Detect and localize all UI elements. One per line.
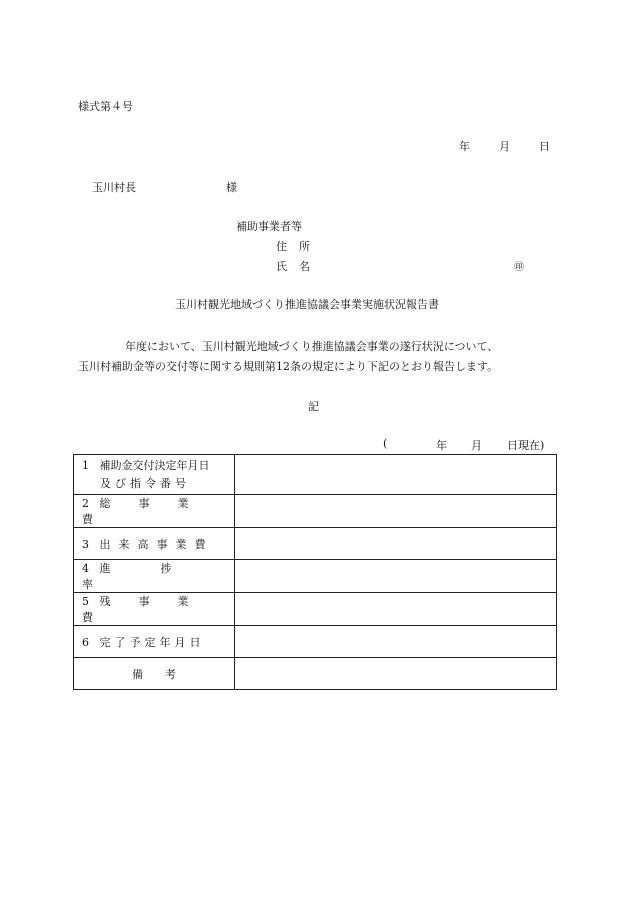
as-of-open-paren: ( [383,437,388,450]
as-of-month-label: 月 [471,439,482,452]
row-label-cell [74,495,235,528]
report-table [73,454,557,690]
remarks-label: 備考 [132,667,198,681]
row-label: 進捗率 [82,562,222,591]
table-row [74,560,557,593]
row-label-cell [74,593,235,626]
seal-mark: ㊞ [514,262,524,273]
as-of-year-label: 年 [436,439,447,452]
row-label: 補助金交付決定年月日 [99,458,210,472]
row-value-cell[interactable] [235,593,557,626]
row-label-cell [74,528,235,560]
table-row [74,626,557,658]
addressee: 玉川村長 [92,181,136,194]
row-label: 完了予定年月日 [99,635,205,649]
row-number: 4 [82,562,89,575]
row-number: 3 [82,537,89,551]
table-row [74,593,557,626]
remarks-value-cell[interactable] [235,658,557,690]
row-label-line-2: 及び指令番号 [100,476,190,490]
date-year-label: 年 [459,140,470,153]
table-row [74,528,557,560]
name-label: 氏名 [276,260,322,273]
date-day-label: 日 [539,140,550,153]
row-label: 総事業費 [82,497,217,526]
row-number: 2 [82,497,89,510]
row-value-cell[interactable] [235,455,557,495]
row-number: 5 [82,595,89,608]
as-of-day-label: 日現在) [507,439,545,452]
applicant-label: 補助事業者等 [236,220,302,233]
row-label-cell [74,626,235,658]
form-number: 様式第４号 [78,100,133,113]
row-value-cell[interactable] [235,626,557,658]
remarks-label-cell [74,658,235,690]
row-label-cell [74,560,235,593]
document-title: 玉川村観光地域づくり推進協議会事業実施状況報告書 [175,298,439,311]
ki-heading: 記 [308,400,319,413]
row-value-cell[interactable] [235,560,557,593]
row-value-cell[interactable] [235,528,557,560]
body-line-2: 玉川村補助金等の交付等に関する規則第12条の規定により下記のとおり報告します。 [78,360,499,373]
row-number: 1 [82,458,89,472]
table-row [74,455,557,495]
table-row [74,495,557,528]
row-label: 残事業費 [82,595,217,624]
row-label: 出来高事業費 [99,537,214,551]
row-label-cell [74,455,235,495]
date-month-label: 月 [499,140,510,153]
row-number: 6 [82,635,89,649]
row-label-line [82,457,234,475]
table-row [74,658,557,690]
honorific: 様 [226,181,237,194]
row-value-cell[interactable] [235,495,557,528]
body-line-1: 年度において、玉川村観光地域づくり推進協議会事業の遂行状況について、 [125,340,499,353]
address-label: 住所 [276,240,322,253]
